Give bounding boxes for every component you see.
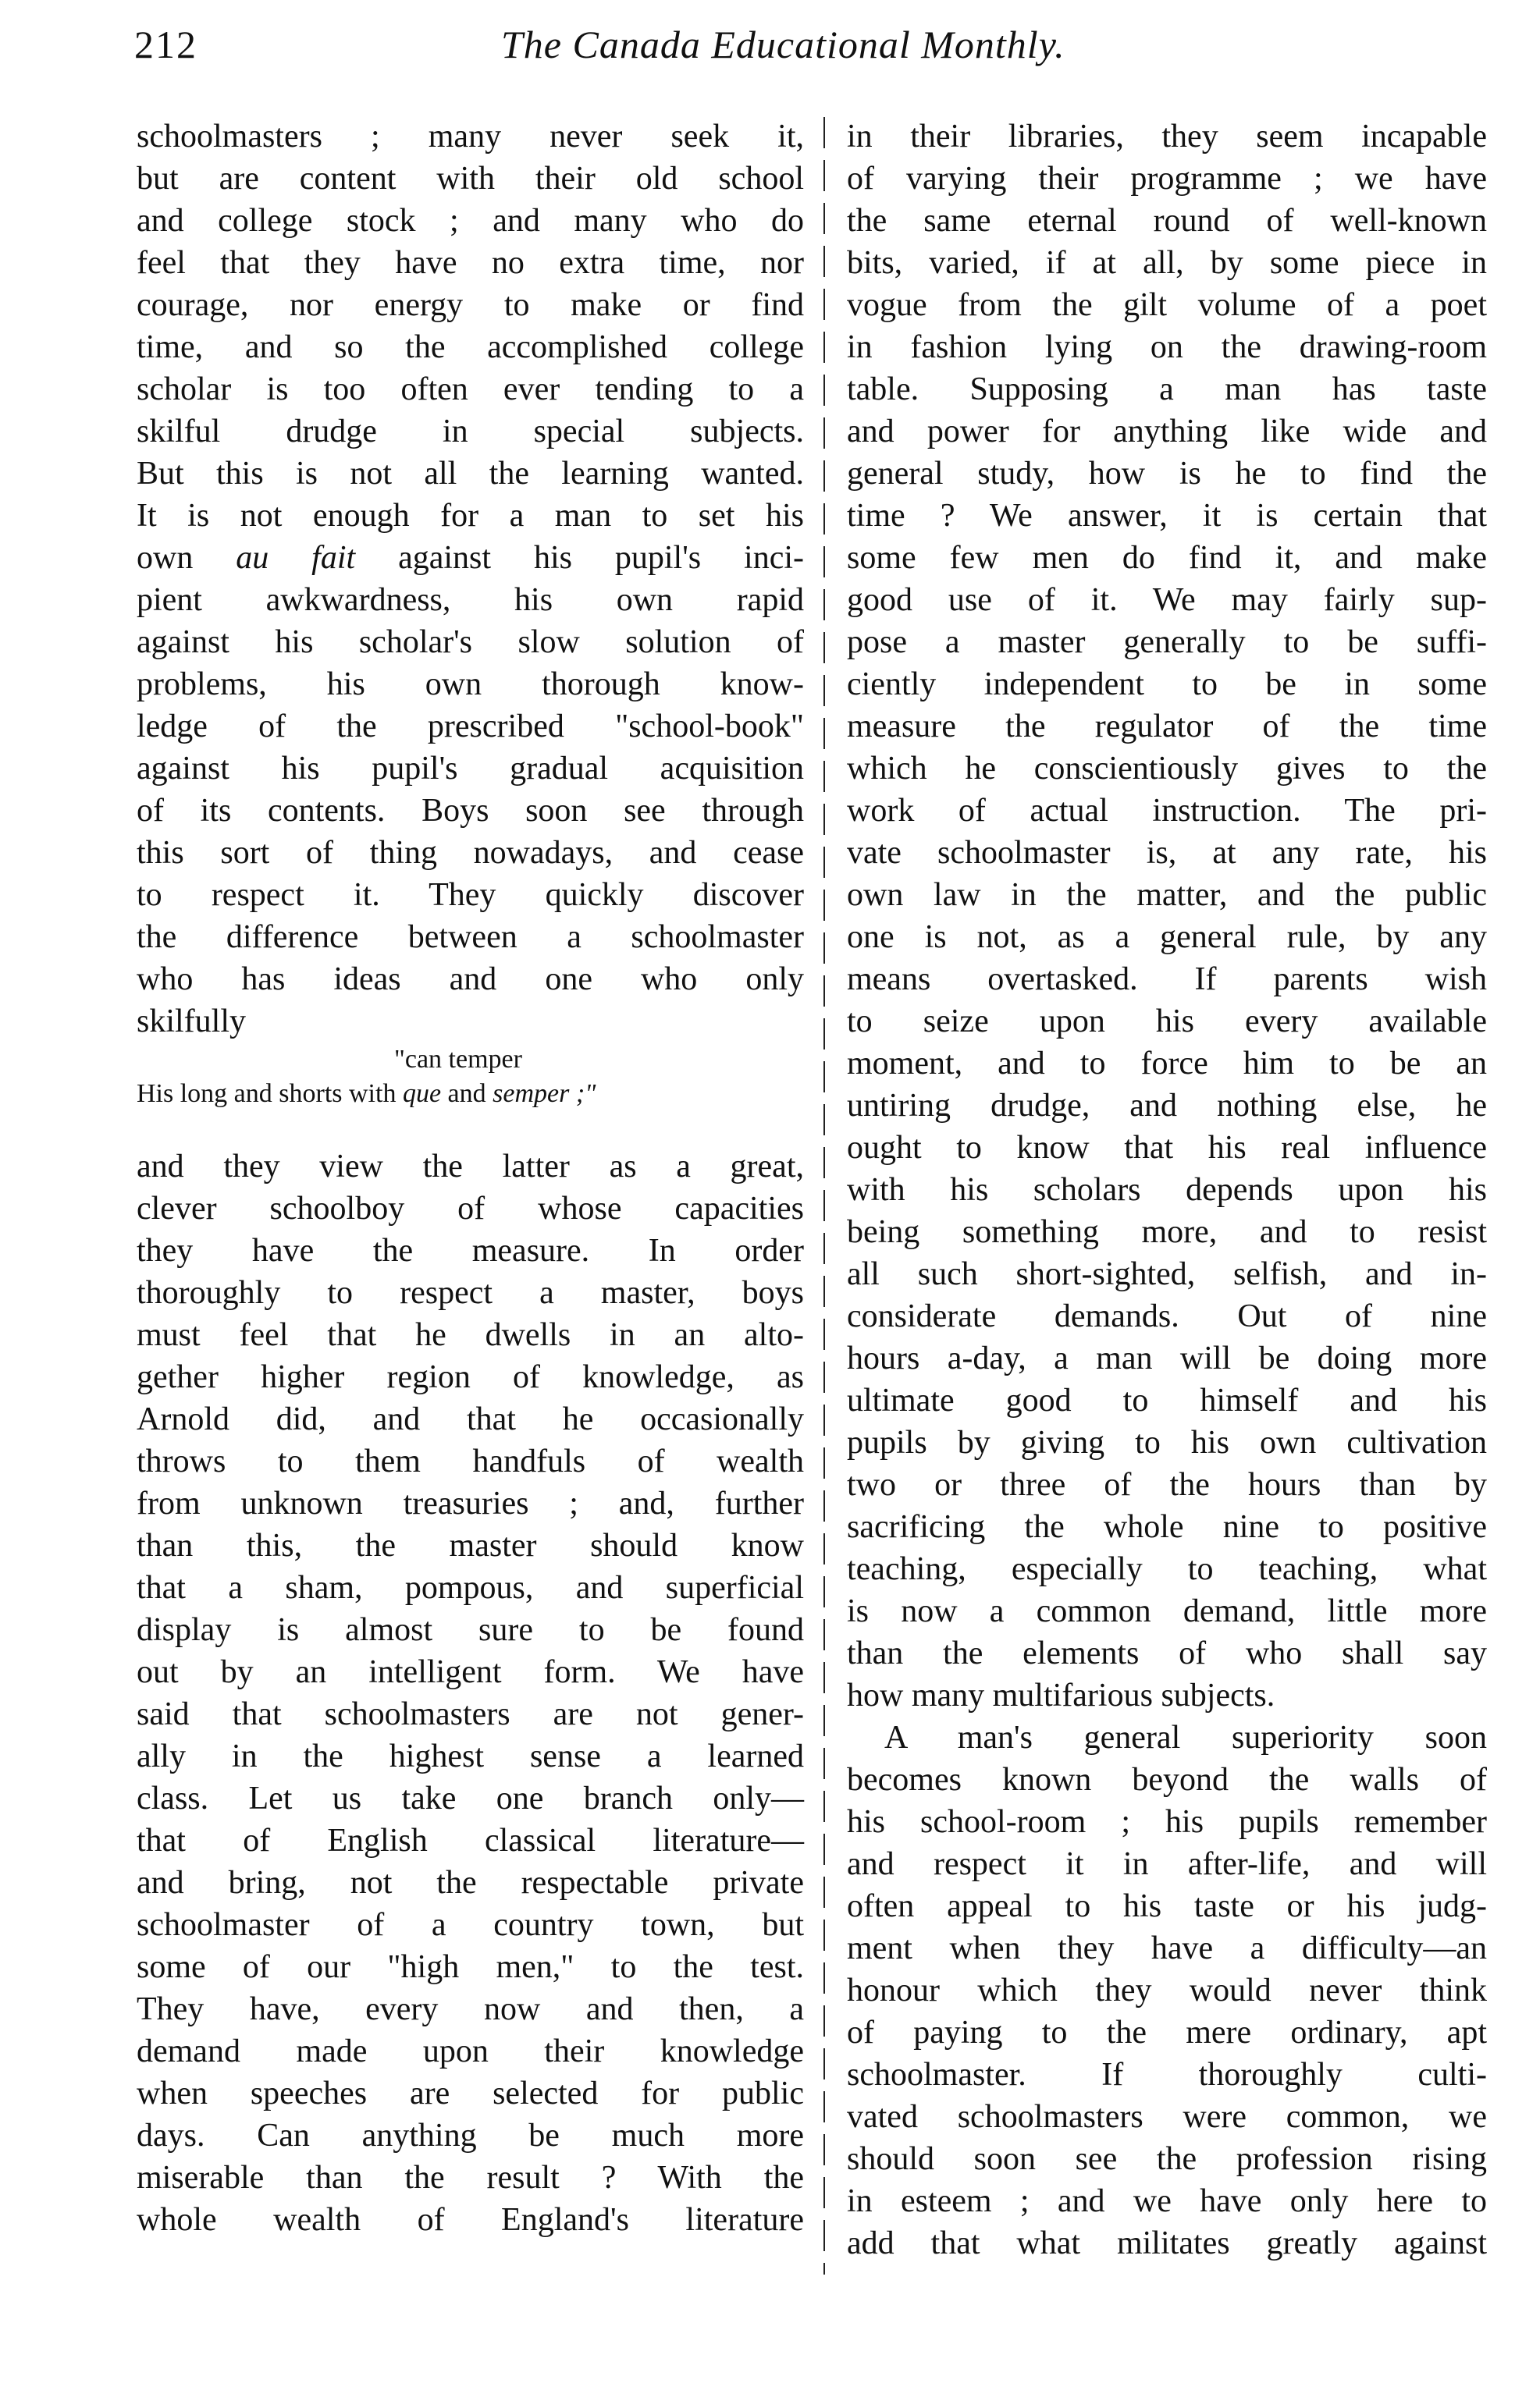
text-line: of varying their programme ; we have xyxy=(847,161,1487,197)
text-line: being something more, and to resist xyxy=(847,1214,1487,1250)
text-line: vated schoolmasters were common, we xyxy=(847,2099,1487,2135)
text-line: skilfully xyxy=(137,1003,247,1039)
text-line: against his pupil's gradual acquisition xyxy=(137,751,804,787)
text-line: vate schoolmaster is, at any rate, his xyxy=(847,835,1487,871)
left-paragraph-part-1 xyxy=(137,115,804,537)
text-line: ment when they have a difficulty—an xyxy=(847,1930,1487,1966)
left-paragraph-part-2 xyxy=(137,579,804,1042)
text-line: considerate demands. Out of nine xyxy=(847,1298,1487,1334)
text-line: in their libraries, they seem incapable xyxy=(847,119,1487,154)
text-line: general study, how is he to find the xyxy=(847,456,1487,492)
right-column xyxy=(847,115,1487,2264)
text-line: of its contents. Boys soon see through xyxy=(137,793,804,829)
text-line: untiring drudge, and nothing else, he xyxy=(847,1088,1487,1124)
text-line: thoroughly to respect a master, boys xyxy=(137,1275,804,1311)
right-paragraph-1 xyxy=(847,115,1487,1717)
text-line: and they view the latter as a great, xyxy=(137,1149,804,1184)
text-line: teaching, especially to teaching, what xyxy=(847,1551,1487,1587)
text-line: work of actual instruction. The pri- xyxy=(847,793,1487,829)
text-line: pient awkwardness, his own rapid xyxy=(137,582,804,618)
quote-line: "can temper xyxy=(394,1045,522,1074)
text-line: this sort of thing nowadays, and cease xyxy=(137,835,804,871)
text-line: and bring, not the respectable private xyxy=(137,1865,804,1901)
text-line: A man's general superiority soon xyxy=(884,1720,1487,1756)
text-line: some few men do find it, and make xyxy=(847,540,1487,576)
text-line: ultimate good to himself and his xyxy=(847,1383,1487,1419)
text-line: the same eternal round of well-known xyxy=(847,203,1487,239)
text-line: how many multifarious subjects. xyxy=(847,1678,1275,1714)
text-line: gether higher region of knowledge, as xyxy=(137,1359,804,1395)
right-paragraph-2 xyxy=(847,1717,1487,2264)
text-line: becomes known beyond the walls of xyxy=(847,1762,1487,1798)
text-line: Arnold did, and that he occasionally xyxy=(137,1401,804,1437)
page-header xyxy=(134,22,1180,84)
text-line: they have the measure. In order xyxy=(137,1233,804,1269)
text-line: hours a-day, a man will be doing more xyxy=(847,1341,1487,1376)
quote-line: His long and shorts with que and semper ;" xyxy=(137,1079,596,1108)
italic-phrase: au fait xyxy=(236,540,356,576)
text-line: often appeal to his taste or his judg- xyxy=(847,1888,1487,1924)
verse-quotation xyxy=(137,1042,804,1111)
text-line: time, and so the accomplished college xyxy=(137,329,804,365)
text-line: ciently independent to be in some xyxy=(847,666,1487,702)
text-line: honour which they would never think xyxy=(847,1973,1487,2008)
column-divider xyxy=(823,117,825,2275)
text-line: moment, and to force him to be an xyxy=(847,1046,1487,1081)
text-line: to seize upon his every available xyxy=(847,1003,1487,1039)
text-line: ledge of the prescribed "school-book" xyxy=(137,709,804,744)
text-line: who has ideas and one who only xyxy=(137,961,804,997)
text-line: all such short-sighted, selfish, and in- xyxy=(847,1256,1487,1292)
text-line: said that schoolmasters are not gener- xyxy=(137,1696,804,1732)
text-line: and power for anything like wide and xyxy=(847,414,1487,449)
text-line: one is not, as a general rule, by any xyxy=(847,919,1487,955)
text-line: throws to them handfuls of wealth xyxy=(137,1444,804,1479)
text-line: But this is not all the learning wanted. xyxy=(137,456,804,492)
text-line: ought to know that his real influence xyxy=(847,1130,1487,1166)
text-line: to respect it. They quickly discover xyxy=(137,877,804,913)
running-title: The Canada Educational Monthly. xyxy=(501,23,1065,66)
text-line: feel that they have no extra time, nor xyxy=(137,245,804,281)
text-line: schoolmasters ; many never seek it, xyxy=(137,119,804,154)
text-line: sacrificing the whole nine to positive xyxy=(847,1509,1487,1545)
text-line: in fashion lying on the drawing-room xyxy=(847,329,1487,365)
text-line: whole wealth of England's literature xyxy=(137,2202,804,2238)
text-line: must feel that he dwells in an alto- xyxy=(137,1317,804,1353)
text-line: schoolmaster. If thoroughly culti- xyxy=(847,2057,1487,2093)
text-line: vogue from the gilt volume of a poet xyxy=(847,287,1487,323)
text-line: that a sham, pompous, and superficial xyxy=(137,1570,804,1606)
text-line: pupils by giving to his own cultivation xyxy=(847,1425,1487,1461)
text-line: out by an intelligent form. We have xyxy=(137,1654,804,1690)
text-line: but are content with their old school xyxy=(137,161,804,197)
text-line: when speeches are selected for public xyxy=(137,2076,804,2111)
text-line: good use of it. We may fairly sup- xyxy=(847,582,1487,618)
text-line: against his scholar's slow solution of xyxy=(137,624,804,660)
text-line: than the elements of who shall say xyxy=(847,1636,1487,1671)
text-line: his school-room ; his pupils remember xyxy=(847,1804,1487,1840)
text-line: which he conscientiously gives to the xyxy=(847,751,1487,787)
text-line: scholar is too often ever tending to a xyxy=(137,371,804,407)
text-line: ally in the highest sense a learned xyxy=(137,1739,804,1774)
left-paragraph-part-3 xyxy=(137,1145,804,2241)
text-line: clever schoolboy of whose capacities xyxy=(137,1191,804,1227)
text-line: two or three of the hours than by xyxy=(847,1467,1487,1503)
text-line: in esteem ; and we have only here to xyxy=(847,2183,1487,2219)
text-line: own au fait against his pupil's inci- xyxy=(137,540,804,576)
text-line: is now a common demand, little more xyxy=(847,1593,1487,1629)
text-line: add that what militates greatly against xyxy=(847,2225,1487,2261)
text-line: than this, the master should know xyxy=(137,1528,804,1564)
text-line: problems, his own thorough know- xyxy=(137,666,804,702)
text-line: It is not enough for a man to set his xyxy=(137,498,804,534)
text-line: and respect it in after-life, and will xyxy=(847,1846,1487,1882)
text-line: demand made upon their knowledge xyxy=(137,2033,804,2069)
text-line: of paying to the mere ordinary, apt xyxy=(847,2015,1487,2051)
text-line: with his scholars depends upon his xyxy=(847,1172,1487,1208)
page-number: 212 xyxy=(134,23,197,66)
text-line: time ? We answer, it is certain that xyxy=(847,498,1487,534)
text-line: skilful drudge in special subjects. xyxy=(137,414,804,449)
text-line: that of English classical literature— xyxy=(137,1823,804,1859)
text-line: They have, every now and then, a xyxy=(137,1991,804,2027)
text-line: schoolmaster of a country town, but xyxy=(137,1907,804,1943)
text-line: own law in the matter, and the public xyxy=(847,877,1487,913)
text-line: the difference between a schoolmaster xyxy=(137,919,804,955)
text-line: measure the regulator of the time xyxy=(847,709,1487,744)
text-line: some of our "high men," to the test. xyxy=(137,1949,804,1985)
text-line: courage, nor energy to make or find xyxy=(137,287,804,323)
text-line: means overtasked. If parents wish xyxy=(847,961,1487,997)
text-line: miserable than the result ? With the xyxy=(137,2160,804,2196)
text-line: should soon see the profession rising xyxy=(847,2141,1487,2177)
text-line: pose a master generally to be suffi- xyxy=(847,624,1487,660)
text-line: table. Supposing a man has taste xyxy=(847,371,1487,407)
text-line: display is almost sure to be found xyxy=(137,1612,804,1648)
text-line: and college stock ; and many who do xyxy=(137,203,804,239)
left-column xyxy=(137,115,804,2241)
text-line: class. Let us take one branch only— xyxy=(137,1781,804,1817)
text-line: bits, varied, if at all, by some piece in xyxy=(847,245,1487,281)
text-line: days. Can anything be much more xyxy=(137,2118,804,2154)
text-line: from unknown treasuries ; and, further xyxy=(137,1486,804,1522)
